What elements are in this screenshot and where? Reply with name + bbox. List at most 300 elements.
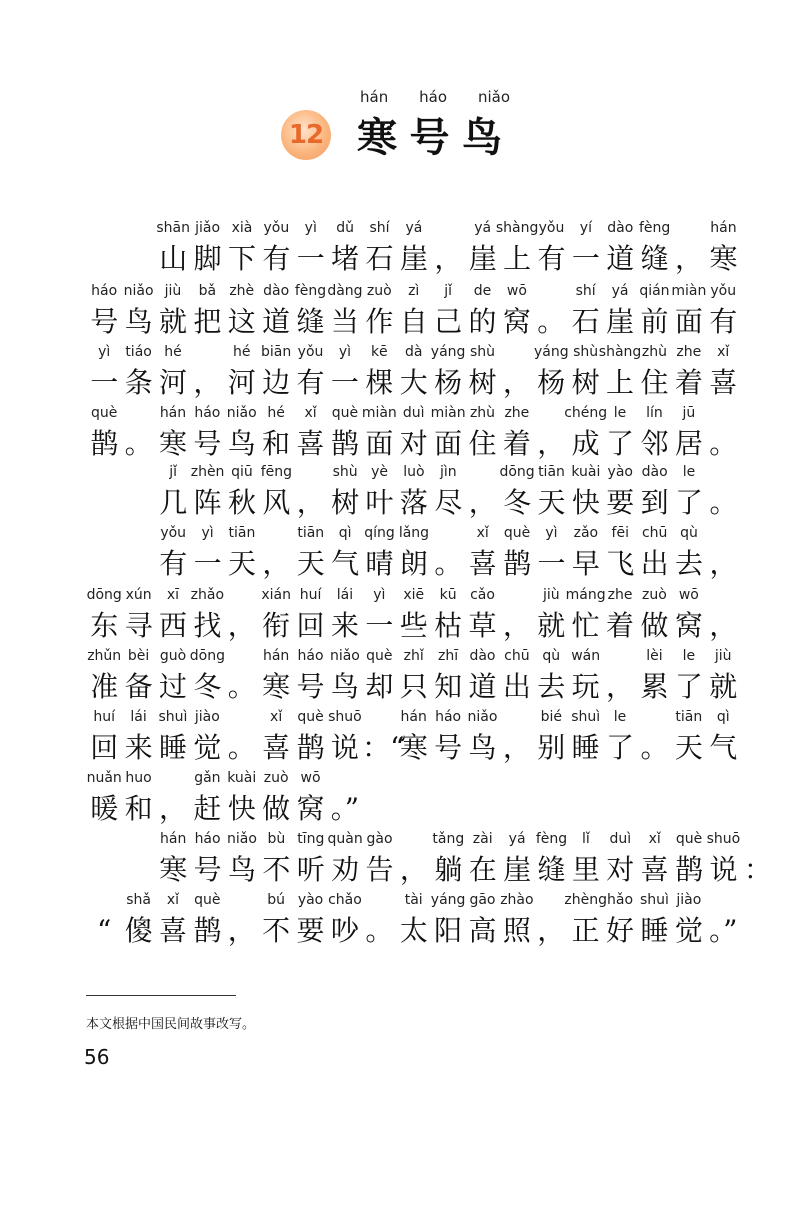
pinyin: xǐ	[476, 525, 489, 541]
pinyin: hán	[262, 648, 290, 664]
hanzi: 气	[709, 731, 738, 764]
character-cell	[465, 344, 499, 410]
hanzi: 回	[90, 731, 119, 764]
hanzi: 道	[606, 242, 635, 275]
pinyin: jiù	[542, 587, 560, 603]
hanzi: 忙	[571, 609, 600, 642]
hanzi: 寒	[262, 670, 291, 703]
hanzi: 当	[330, 305, 359, 338]
hanzi: 窝	[502, 305, 531, 338]
character-cell	[190, 587, 224, 653]
hanzi: 崖	[503, 853, 532, 886]
pinyin: jiù	[164, 283, 182, 299]
pinyin: yì	[201, 525, 214, 541]
character-cell	[465, 587, 499, 653]
pinyin: xián	[261, 587, 291, 603]
pinyin: qì	[716, 709, 730, 725]
hanzi: 缝	[537, 853, 566, 886]
pinyin: yá	[405, 220, 423, 236]
pinyin: dàng	[327, 283, 363, 299]
pinyin: yǒu	[297, 344, 324, 360]
hanzi: 要	[296, 914, 325, 947]
pinyin: dào	[263, 283, 290, 299]
hanzi: 有	[296, 366, 325, 399]
character-cell	[672, 464, 706, 530]
character-cell	[500, 892, 534, 958]
pinyin: què	[194, 892, 221, 908]
pinyin: miàn	[430, 405, 466, 421]
pinyin: yì	[338, 344, 352, 360]
pinyin: jiào	[676, 892, 702, 908]
footnote-divider	[86, 995, 236, 996]
pinyin: huí	[93, 709, 116, 725]
hanzi: 天	[537, 486, 566, 519]
hanzi: 下	[227, 242, 256, 275]
pinyin: chéng	[564, 405, 608, 421]
character-cell	[706, 405, 740, 471]
pinyin: niǎo	[123, 283, 154, 299]
pinyin: nuǎn	[86, 770, 122, 786]
hanzi: 飞	[606, 547, 635, 580]
hanzi: 杨	[434, 366, 463, 399]
hanzi: 着	[606, 609, 635, 642]
pinyin: yá	[508, 831, 526, 847]
pinyin: zhe	[676, 344, 702, 360]
hanzi: 树	[468, 366, 497, 399]
hanzi: 高	[468, 914, 497, 947]
hanzi: 做	[640, 609, 669, 642]
hanzi: 窝	[674, 609, 703, 642]
hanzi: 居	[674, 427, 703, 460]
pinyin: zuò	[366, 283, 392, 299]
hanzi: 秋	[227, 486, 256, 519]
hanzi: 缝	[640, 242, 669, 275]
pinyin: shí	[575, 283, 596, 299]
character-cell	[672, 405, 706, 471]
character-cell	[156, 344, 190, 410]
hanzi: 天	[674, 731, 703, 764]
hanzi: 傻	[124, 914, 153, 947]
pinyin: miàn	[361, 405, 397, 421]
pinyin: tài	[404, 892, 423, 908]
text-line	[87, 770, 362, 836]
hanzi: 喜	[640, 853, 669, 886]
hanzi: 石	[365, 242, 394, 275]
punctuation: ，	[502, 609, 531, 642]
punctuation: ，	[468, 486, 497, 519]
character-cell	[362, 831, 396, 897]
pinyin: qíng	[364, 525, 395, 541]
hanzi: 说	[330, 731, 359, 764]
pinyin: shù	[332, 464, 358, 480]
hanzi: 的	[468, 305, 497, 338]
punctuation: ，	[434, 242, 463, 275]
hanzi: 寒	[159, 853, 188, 886]
hanzi: 不	[262, 853, 291, 886]
pinyin: wō	[678, 587, 699, 603]
title-char-3: 鸟	[462, 114, 502, 161]
character-cell	[328, 709, 362, 775]
hanzi: 躺	[434, 853, 463, 886]
pinyin: hán	[400, 709, 427, 725]
pinyin: què	[91, 405, 118, 421]
hanzi: 鹊	[330, 427, 359, 460]
pinyin: què	[366, 648, 393, 664]
pinyin: yá	[611, 283, 629, 299]
hanzi: 窝	[296, 792, 325, 825]
punctuation: 。	[227, 670, 256, 703]
pinyin: shuō	[706, 831, 741, 847]
pinyin: le	[613, 405, 627, 421]
hanzi: 寻	[124, 609, 153, 642]
hanzi: 面	[434, 427, 463, 460]
hanzi: 大	[399, 366, 428, 399]
hanzi: 己	[434, 305, 463, 338]
hanzi: 不	[262, 914, 291, 947]
character-cell	[706, 464, 740, 530]
hanzi: 鹊	[296, 731, 325, 764]
pinyin: tiān	[538, 464, 565, 480]
pinyin: duì	[402, 405, 425, 421]
title-pinyin-3: niǎo	[477, 88, 510, 106]
hanzi: 边	[262, 366, 291, 399]
hanzi: 了	[606, 731, 635, 764]
pinyin: yáng	[430, 344, 466, 360]
hanzi: 一	[571, 242, 600, 275]
pinyin: gào	[366, 831, 393, 847]
pinyin: zhào	[500, 892, 534, 908]
pinyin: yào	[607, 464, 633, 480]
text-line	[87, 405, 740, 471]
hanzi: 鸟	[468, 731, 497, 764]
pinyin: què	[503, 525, 531, 541]
hanzi: 玩	[571, 670, 600, 703]
hanzi: 赶	[193, 792, 222, 825]
pinyin: lèi	[646, 648, 663, 664]
hanzi: 累	[640, 670, 669, 703]
character-cell	[637, 220, 671, 286]
hanzi: 备	[124, 670, 153, 703]
pinyin: zhèn	[190, 464, 225, 480]
hanzi: 对	[399, 427, 428, 460]
hanzi: 鸟	[227, 427, 256, 460]
pinyin: qù	[680, 525, 698, 541]
hanzi: 劝	[331, 853, 360, 886]
title-char-1: 寒	[357, 114, 397, 161]
pinyin: cǎo	[470, 587, 495, 603]
hanzi: 了	[606, 427, 635, 460]
hanzi: 树	[571, 366, 600, 399]
pinyin: hé	[164, 344, 182, 360]
pinyin: háo	[91, 283, 118, 299]
character-cell	[706, 283, 740, 349]
punctuation: ，	[502, 366, 531, 399]
pinyin: jiù	[714, 648, 732, 664]
character-cell	[328, 892, 362, 958]
title-pinyin-1: hán	[360, 88, 389, 106]
character-cell	[706, 892, 740, 958]
pinyin: zì	[408, 283, 420, 299]
pinyin: zhǐ	[403, 648, 424, 664]
pinyin: miàn	[671, 283, 707, 299]
hanzi: 天	[227, 547, 256, 580]
hanzi: 睡	[571, 731, 600, 764]
hanzi: 找	[193, 609, 222, 642]
character-cell	[706, 831, 740, 897]
pinyin: kū	[439, 587, 457, 603]
pinyin: yì	[98, 344, 111, 360]
hanzi: 了	[674, 670, 703, 703]
hanzi: 脚	[193, 242, 222, 275]
pinyin: dǔ	[336, 220, 355, 236]
hanzi: 就	[537, 609, 566, 642]
pinyin: dà	[404, 344, 423, 360]
hanzi: 来	[330, 609, 359, 642]
hanzi: 东	[90, 609, 119, 642]
hanzi: 要	[606, 486, 635, 519]
hanzi: 邻	[640, 427, 669, 460]
pinyin: què	[331, 405, 359, 421]
pinyin: shuì	[571, 709, 601, 725]
text-line	[87, 892, 740, 958]
pinyin: lǐ	[581, 831, 590, 847]
pinyin: bú	[267, 892, 286, 908]
character-cell	[500, 405, 534, 471]
hanzi: 正	[571, 914, 600, 947]
pinyin: jǐ	[444, 283, 452, 299]
pinyin: fēng	[260, 464, 293, 480]
pinyin: yáng	[430, 892, 466, 908]
pinyin: yì	[373, 587, 386, 603]
hanzi: 和	[262, 427, 291, 460]
hanzi: 阵	[193, 486, 222, 519]
character-cell	[706, 709, 740, 775]
pinyin: zǎo	[573, 525, 599, 541]
pinyin: zuò	[642, 587, 667, 603]
character-cell	[293, 770, 327, 836]
pinyin: dào	[641, 464, 668, 480]
hanzi: 只	[399, 670, 428, 703]
pinyin: shàng	[598, 344, 642, 360]
pinyin: kē	[370, 344, 388, 360]
pinyin: chū	[641, 525, 668, 541]
character-cell	[431, 464, 465, 530]
pinyin: xǐ	[648, 831, 661, 847]
hanzi: 枯	[434, 609, 463, 642]
hanzi: 暖	[90, 792, 119, 825]
pinyin: yí	[579, 220, 592, 236]
pinyin: lín	[646, 405, 663, 421]
pinyin: yáng	[533, 344, 569, 360]
character-cell	[328, 770, 362, 836]
hanzi: 叶	[365, 486, 394, 519]
character-cell	[568, 648, 602, 714]
hanzi: 冬	[193, 670, 222, 703]
lesson-number-badge	[281, 110, 331, 160]
pinyin: xǐ	[166, 892, 180, 908]
pinyin: qì	[338, 525, 352, 541]
punctuation: ，	[537, 427, 566, 460]
hanzi: 崖	[468, 242, 497, 275]
character-cell	[190, 648, 224, 714]
hanzi: 喜	[468, 547, 497, 580]
character-cell	[672, 587, 706, 653]
character-cell	[706, 525, 740, 591]
hanzi: 崖	[606, 305, 635, 338]
pinyin: yǒu	[710, 283, 737, 299]
pinyin: zhù	[641, 344, 667, 360]
hanzi: 前	[640, 305, 669, 338]
text-line	[87, 283, 740, 349]
pinyin: dōng	[86, 587, 122, 603]
hanzi: 睡	[158, 731, 187, 764]
punctuation: ，	[227, 914, 256, 947]
punctuation: ，	[296, 486, 325, 519]
hanzi: 别	[537, 731, 566, 764]
pinyin: fēi	[611, 525, 629, 541]
hanzi: 道	[468, 670, 497, 703]
hanzi: 鹊	[193, 914, 222, 947]
pinyin: bù	[267, 831, 286, 847]
punctuation: ，	[502, 731, 531, 764]
pinyin: zhǎo	[190, 587, 225, 603]
hanzi: 一	[90, 366, 119, 399]
pinyin: zhǔn	[87, 648, 122, 664]
pinyin: hǎo	[607, 892, 634, 908]
character-cell	[121, 770, 155, 836]
punctuation: 。	[709, 427, 738, 460]
hanzi: 天	[296, 547, 325, 580]
pinyin: bǎ	[198, 283, 217, 299]
pinyin: huí	[299, 587, 322, 603]
punctuation: ，	[675, 242, 704, 275]
pinyin: wō	[506, 283, 527, 299]
pinyin: luò	[403, 464, 425, 480]
pinyin: jū	[682, 405, 696, 421]
pinyin: xiē	[403, 587, 425, 603]
title-pinyin-2: háo	[419, 88, 448, 106]
pinyin: jiǎo	[195, 220, 221, 236]
punctuation: 。”	[709, 914, 738, 947]
text-line	[156, 220, 741, 286]
hanzi: 了	[675, 486, 704, 519]
pinyin: jiào	[194, 709, 220, 725]
punctuation: ：	[743, 853, 772, 886]
pinyin: yì	[545, 525, 558, 541]
pinyin: tiáo	[125, 344, 152, 360]
pinyin: zhèng	[564, 892, 607, 908]
hanzi: 山	[159, 242, 188, 275]
pinyin: bèi	[127, 648, 150, 664]
hanzi: 落	[399, 486, 428, 519]
hanzi: 去	[537, 670, 566, 703]
pinyin: xǐ	[717, 344, 730, 360]
hanzi: 崖	[399, 242, 428, 275]
character-cell	[672, 892, 706, 958]
character-cell	[190, 892, 224, 958]
punctuation: ，	[262, 547, 291, 580]
hanzi: 告	[365, 853, 394, 886]
pinyin: gāo	[469, 892, 496, 908]
character-cell	[259, 464, 293, 530]
character-cell	[603, 709, 637, 775]
pinyin: fèng	[294, 283, 327, 299]
pinyin: shuì	[639, 892, 669, 908]
pinyin: shān	[156, 220, 190, 236]
hanzi: 觉	[193, 731, 222, 764]
pinyin: hán	[160, 831, 187, 847]
punctuation: ，	[606, 670, 635, 703]
punctuation: 。	[365, 914, 394, 947]
punctuation: “	[97, 914, 112, 947]
hanzi: 住	[640, 366, 669, 399]
pinyin: chǎo	[328, 892, 362, 908]
pinyin: zhī	[438, 648, 459, 664]
text-line	[156, 525, 741, 591]
punctuation: 。	[434, 547, 463, 580]
punctuation: 。”	[330, 792, 360, 825]
hanzi: 号	[193, 853, 222, 886]
character-cell	[190, 709, 224, 775]
character-cell	[706, 648, 740, 714]
pinyin: háo	[194, 831, 221, 847]
hanzi: 条	[124, 366, 153, 399]
hanzi: 过	[158, 670, 187, 703]
pinyin: xī	[166, 587, 180, 603]
punctuation: ，	[227, 609, 256, 642]
pinyin: yǒu	[160, 525, 187, 541]
pinyin: hán	[159, 405, 187, 421]
pinyin: gǎn	[194, 770, 221, 786]
hanzi: 准	[90, 670, 119, 703]
pinyin: fèng	[639, 220, 671, 236]
hanzi: 寒	[399, 731, 428, 764]
pinyin: de	[473, 283, 492, 299]
pinyin: guò	[159, 648, 187, 664]
pinyin: tiān	[297, 525, 325, 541]
pinyin: zhe	[504, 405, 530, 421]
pinyin: yào	[297, 892, 324, 908]
hanzi: 气	[331, 547, 360, 580]
pinyin: zhe	[607, 587, 633, 603]
hanzi: 衔	[262, 609, 291, 642]
hanzi: 在	[468, 853, 497, 886]
hanzi: 寒	[709, 242, 738, 275]
hanzi: 着	[674, 366, 703, 399]
hanzi: 却	[365, 670, 394, 703]
pinyin: jìn	[439, 464, 457, 480]
pinyin: chū	[504, 648, 530, 664]
hanzi: 有	[709, 305, 738, 338]
pinyin: yè	[371, 464, 388, 480]
character-cell	[706, 344, 740, 410]
pinyin: què	[297, 709, 324, 725]
hanzi: 太	[399, 914, 428, 947]
hanzi: 面	[365, 427, 394, 460]
pinyin: bié	[540, 709, 562, 725]
pinyin: wō	[300, 770, 321, 786]
hanzi: 就	[158, 305, 187, 338]
hanzi: 到	[640, 486, 669, 519]
hanzi: 鹊	[503, 547, 532, 580]
text-line	[156, 464, 741, 530]
hanzi: 吵	[330, 914, 359, 947]
footnote: 本文根据中国民间故事改写。	[86, 1017, 256, 1032]
pinyin: niǎo	[467, 709, 498, 725]
page-number: 56	[84, 1045, 110, 1069]
hanzi: 喜	[262, 731, 291, 764]
pinyin: shù	[573, 344, 599, 360]
